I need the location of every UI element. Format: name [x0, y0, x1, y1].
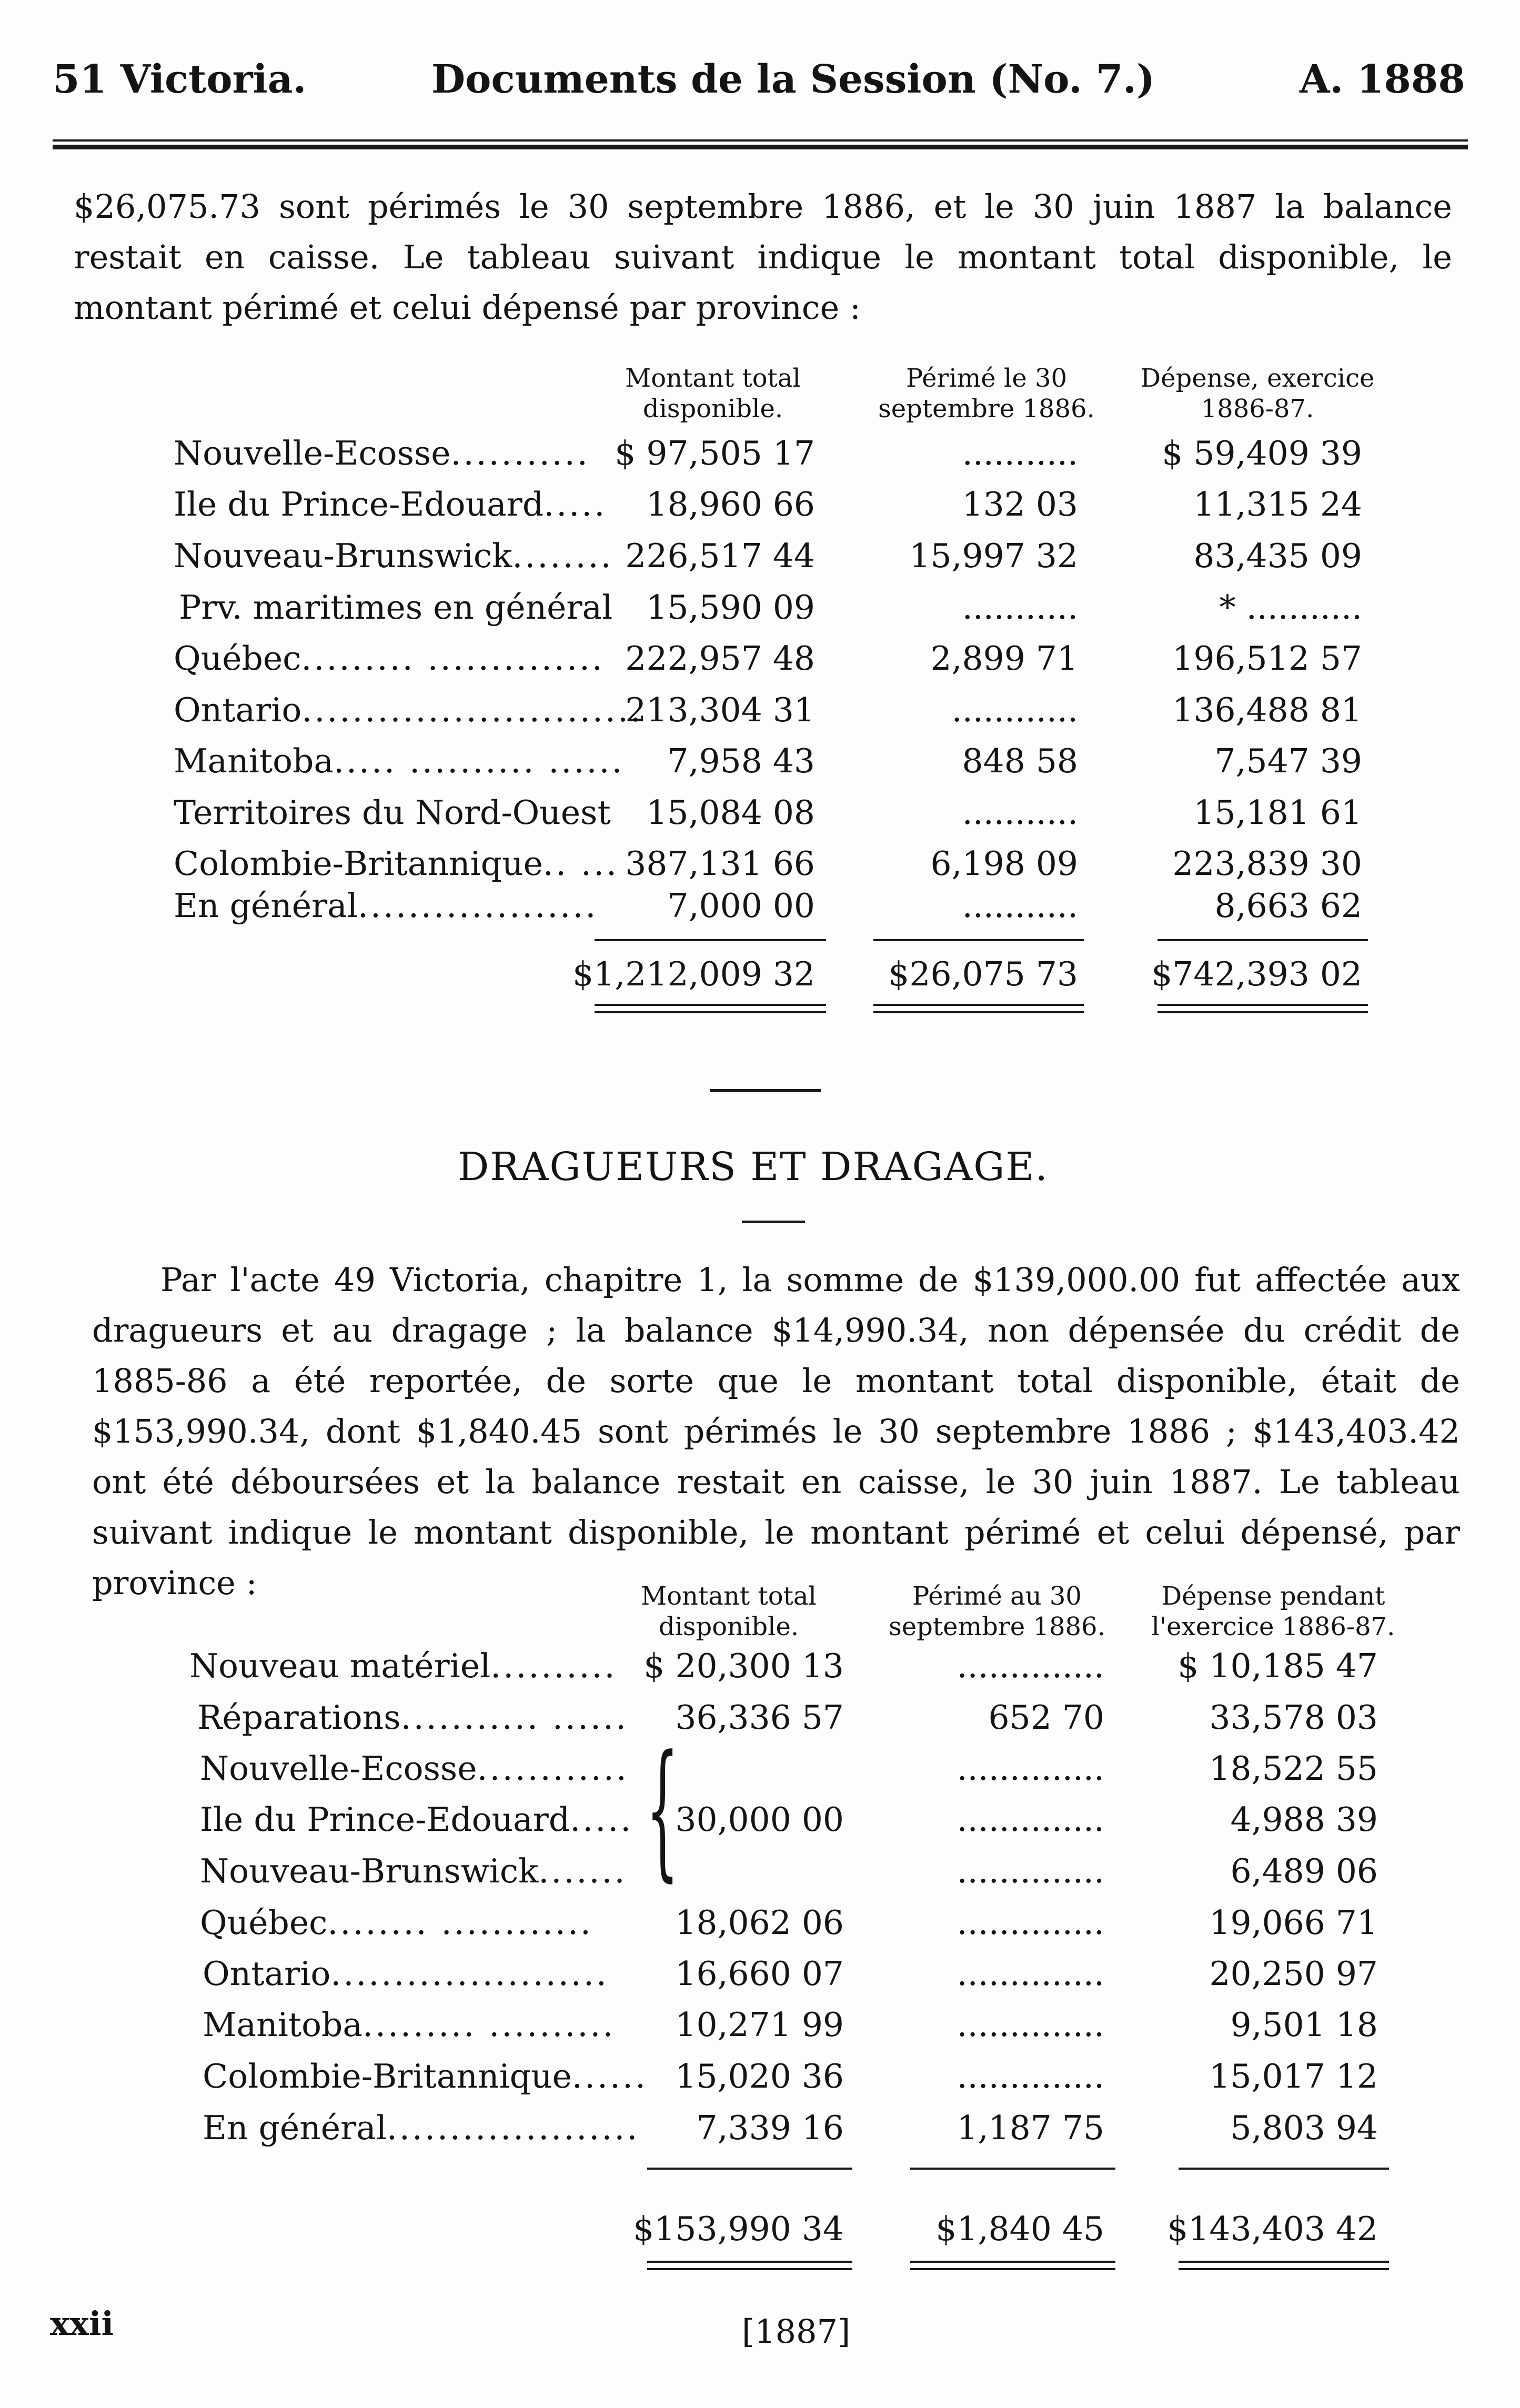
table-row [0, 1903, 1520, 1954]
table-row [0, 1647, 1520, 1697]
row-value-available: 10,271 99 [675, 2006, 844, 2044]
row-value-available: 7,000 00 [667, 886, 815, 925]
row-value-available: 15,084 08 [646, 793, 815, 832]
double-rule [595, 1004, 826, 1006]
row-label: Colombie-Britannique...... [203, 2057, 648, 2095]
row-value-available: 213,304 31 [625, 691, 815, 729]
row-label: En général.................... [203, 2109, 640, 2147]
row-label: Ile du Prince-Edouard..... [174, 485, 607, 523]
row-value-available: 16,660 07 [675, 1954, 844, 1993]
row-value-lapsed: .............. [957, 1852, 1104, 1890]
double-rule [595, 1011, 826, 1013]
row-value-lapsed: 6,198 09 [930, 844, 1078, 883]
total-available: $1,212,009 32 [572, 955, 815, 993]
row-value-lapsed: .............. [957, 1749, 1104, 1788]
row-label: Nouvelle-Ecosse........... [174, 434, 590, 472]
row-label: Ile du Prince-Edouard..... [200, 1800, 633, 1839]
row-value-spent: 4,988 39 [1230, 1800, 1378, 1839]
table-row [0, 485, 1520, 536]
row-value-lapsed: ........... [962, 588, 1078, 627]
table-row [0, 1749, 1520, 1800]
row-value-spent: 9,501 18 [1230, 2006, 1378, 2044]
row-value-lapsed: 2,899 71 [930, 639, 1078, 678]
total-rule [647, 2168, 852, 2170]
row-label: Québec......... .............. [174, 639, 605, 678]
row-value-spent: 11,315 24 [1193, 485, 1362, 523]
col-header-spent: Dépense pendant l'exercice 1886-87. [1151, 1581, 1395, 1641]
row-value-spent: 19,066 71 [1209, 1903, 1378, 1942]
row-value-spent: 15,017 12 [1209, 2057, 1378, 2095]
table-row [0, 1954, 1520, 2005]
total-spent: $143,403 42 [1167, 2210, 1378, 2248]
row-value-spent: 223,839 30 [1172, 844, 1362, 883]
row-value-lapsed: ............ [951, 691, 1078, 729]
row-value-available: 15,590 09 [646, 588, 815, 627]
col-header-lapsed: Périmé au 30 septembre 1886. [889, 1581, 1105, 1641]
row-value-available: 222,957 48 [625, 639, 815, 678]
header-left: 51 Victoria. [53, 57, 307, 102]
header-rule-thin [53, 139, 1468, 142]
double-rule [647, 2261, 852, 2263]
total-rule [1179, 2168, 1389, 2170]
row-value-available: 226,517 44 [625, 537, 815, 575]
intro-paragraph: $26,075.73 sont périmés le 30 septembre 1886, et le 30 juin 1887 la balance restait en caisse. Le tableau suivant indique le montant total disponible, le montant périmé et celui dépensé par province : [74, 187, 1452, 327]
row-value-lapsed: ........... [962, 793, 1078, 832]
row-value-lapsed: 15,997 32 [909, 537, 1078, 575]
row-label: Ontario...................... [203, 1954, 609, 1993]
row-value-available: 387,131 66 [625, 844, 815, 883]
header-right: A. 1888 [1300, 57, 1465, 102]
row-value-spent: 20,250 97 [1209, 1954, 1378, 1993]
row-value-available: 18,960 66 [646, 485, 815, 523]
row-label: Territoires du Nord-Ouest [174, 793, 611, 832]
row-value-spent: $ 59,409 39 [1162, 434, 1362, 472]
row-label: Ontario........................... [174, 691, 643, 729]
total-available: $153,990 34 [633, 2210, 844, 2248]
row-label: Nouveau matériel.......... [189, 1647, 617, 1685]
row-value-available: 30,000 00 [675, 1800, 844, 1839]
row-value-lapsed: .............. [957, 1903, 1104, 1942]
footer-year: [1887] [742, 2312, 851, 2351]
table-row [0, 742, 1520, 792]
table-row [0, 2006, 1520, 2056]
double-rule [1179, 2268, 1389, 2270]
table-row [0, 1800, 1520, 1851]
table-row [0, 434, 1520, 485]
double-rule [1157, 1011, 1368, 1013]
header-rule-thick [53, 145, 1468, 149]
row-value-lapsed: 132 03 [962, 485, 1078, 523]
table-row [0, 2109, 1520, 2159]
col-header-available: Montant total disponible. [625, 364, 801, 424]
row-value-spent: 6,489 06 [1230, 1852, 1378, 1890]
total-rule [595, 939, 826, 941]
row-label: Nouvelle-Ecosse............ [200, 1749, 629, 1788]
row-value-available: 7,339 16 [696, 2109, 844, 2147]
col-header-spent: Dépense, exercice 1886-87. [1140, 364, 1375, 424]
double-rule [647, 2268, 852, 2270]
table-row [0, 639, 1520, 690]
row-label: Manitoba..... .......... ...... [174, 742, 625, 780]
row-value-spent: 196,512 57 [1172, 639, 1362, 678]
row-value-available: 7,958 43 [667, 742, 815, 780]
double-rule [910, 2261, 1115, 2263]
double-rule [910, 2268, 1115, 2270]
title-underline [742, 1221, 805, 1223]
double-rule [873, 1011, 1084, 1013]
grouping-brace: { [646, 1724, 679, 1896]
row-value-spent: 18,522 55 [1209, 1749, 1378, 1788]
row-value-spent: $ 10,185 47 [1177, 1647, 1378, 1685]
section-divider [710, 1089, 821, 1092]
row-value-spent: * ........... [1219, 588, 1362, 627]
row-value-spent: 8,663 62 [1214, 886, 1362, 925]
row-value-available: $ 20,300 13 [643, 1647, 844, 1685]
table-row [0, 1852, 1520, 1902]
row-label: Nouveau-Brunswick....... [200, 1852, 627, 1890]
row-label: Colombie-Britannique.. ... [174, 844, 619, 883]
table-row [0, 537, 1520, 587]
row-value-spent: 5,803 94 [1230, 2109, 1378, 2147]
row-label: Prv. maritimes en général [179, 588, 613, 627]
table-row [0, 691, 1520, 741]
row-label: Manitoba......... .......... [203, 2006, 616, 2044]
totals-row [0, 2210, 1520, 2260]
row-value-lapsed: .............. [957, 2057, 1104, 2095]
table-row [0, 588, 1520, 639]
total-spent: $742,393 02 [1151, 955, 1362, 993]
total-rule [873, 939, 1084, 941]
row-value-lapsed: ........... [962, 886, 1078, 925]
row-label: Québec........ ............ [200, 1903, 593, 1942]
col-header-available: Montant total disponible. [641, 1581, 817, 1641]
row-value-available: 15,020 36 [675, 2057, 844, 2095]
total-rule [1157, 939, 1368, 941]
row-value-lapsed: ........... [962, 434, 1078, 472]
page-number: xxii [50, 2304, 114, 2343]
row-value-available: 36,336 57 [675, 1698, 844, 1737]
row-value-spent: 83,435 09 [1193, 537, 1362, 575]
row-value-spent: 15,181 61 [1193, 793, 1362, 832]
table-row [0, 886, 1520, 937]
total-rule [910, 2168, 1115, 2170]
double-rule [873, 1004, 1084, 1006]
row-value-spent: 7,547 39 [1214, 742, 1362, 780]
section-title: DRAGUEURS ET DRAGAGE. [458, 1144, 1049, 1190]
row-label: Réparations........... ...... [197, 1698, 629, 1737]
row-value-available: $ 97,505 17 [615, 434, 815, 472]
row-label: Nouveau-Brunswick........ [174, 537, 613, 575]
row-value-available: 18,062 06 [675, 1903, 844, 1942]
row-value-lapsed: .............. [957, 1800, 1104, 1839]
row-value-lapsed: .............. [957, 1647, 1104, 1685]
row-value-lapsed: 652 70 [988, 1698, 1104, 1737]
total-lapsed: $26,075 73 [888, 955, 1078, 993]
row-value-spent: 33,578 03 [1209, 1698, 1378, 1737]
table-row [0, 2057, 1520, 2108]
dredging-paragraph: Par l'acte 49 Victoria, chapitre 1, la somme de $139,000.00 fut affectée aux dragueurs et au dragage ; la balance $14,990.34, non dépensée du crédit de 1885-86 a été reportée, de sorte que le montant total disponible, était de $153,990.34, dont $1,840.45 sont périmés le 30 septembre 1886 ; $143,403.42 ont été déboursées et la balance restait en caisse, le 30 juin 1887. Le tableau suivant indique le montant disponible, le montant périmé et celui dépensé, par province : [92, 1261, 1460, 1602]
row-value-lapsed: 848 58 [962, 742, 1078, 780]
double-rule [1157, 1004, 1368, 1006]
col-header-lapsed: Périmé le 30 septembre 1886. [878, 364, 1095, 424]
double-rule [1179, 2261, 1389, 2263]
row-label: En général................... [174, 886, 598, 925]
row-value-lapsed: .............. [957, 2006, 1104, 2044]
table-row [0, 793, 1520, 844]
header-title: Documents de la Session (No. 7.) [431, 57, 1155, 102]
total-lapsed: $1,840 45 [935, 2210, 1104, 2248]
totals-row [0, 955, 1520, 1005]
row-value-spent: 136,488 81 [1172, 691, 1362, 729]
row-value-lapsed: 1,187 75 [957, 2109, 1104, 2147]
table-row [0, 1698, 1520, 1749]
row-value-lapsed: .............. [957, 1954, 1104, 1993]
